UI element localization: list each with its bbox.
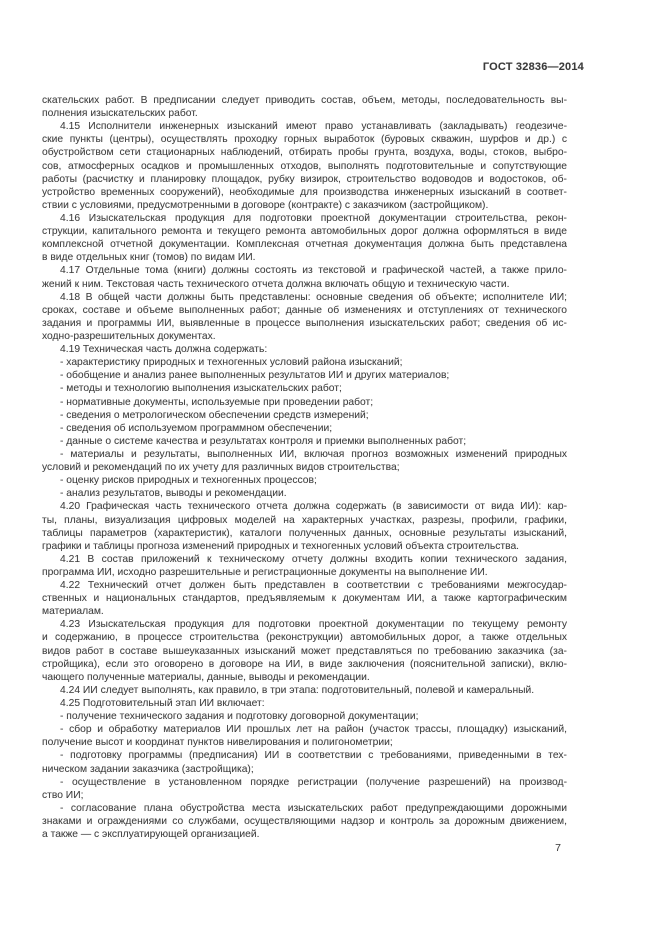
text-line: жений к ним. Текстовая часть технического отчета должна включать общую и техническую части. (42, 278, 510, 290)
text-line: - сбор и обработку материалов ИИ прошлых лет на район (участок трассы, площадку) изысканий, (60, 724, 567, 736)
text-line: устройство временных сооружений), необходимые для производства инженерных изысканий в соответ- (42, 186, 567, 198)
text-line: стройщика), если это оговорено в договоре на ИИ, в виде заключения (пояснительной записки), вклю- (42, 658, 567, 670)
text-line: - нормативные документы, используемые при проведении работ; (60, 396, 374, 408)
text-line: 4.23 Изыскательская продукция для подготовки проектной документации по текущему ремонту (60, 619, 567, 631)
text-line: таблицы параметров (характеристик), каталоги полученных данных, основные результаты изысканий, (42, 527, 567, 539)
text-line: струкции, капитального ремонта и текущего ремонта автомобильных дорог должна оформляться в виде (42, 226, 567, 238)
page-number: 7 (555, 842, 561, 854)
text-line: - обобщение и анализ ранее выполненных результатов ИИ и других материалов; (60, 370, 450, 382)
text-line: видов работ в составе вышеуказанных изысканий может представляться по требованию заказчика (за- (42, 645, 567, 657)
text-line: полнения изыскательских работ. (42, 108, 198, 120)
text-line: работы (расчистку и планировку площадок, рубку визирок, строительство водоводов и водостоков, об- (42, 173, 567, 185)
text-line: ты, планы, визуализация цифровых моделей на характерных участках, разрезы, профили, графики, (42, 514, 567, 526)
text-line: - анализ результатов, выводы и рекомендации. (60, 488, 287, 500)
text-line: ходно-разрешительных документах. (42, 330, 216, 342)
text-line: - материалы и результаты, выполненных ИИ, включая прогноз возможных изменений природных (60, 448, 567, 460)
text-line: 4.16 Изыскательская продукция для подготовки проектной документации строительства, рекон- (60, 212, 567, 224)
text-line: 4.25 Подготовительный этап ИИ включает: (60, 698, 265, 710)
text-line: - данные о системе качества и результатах контроля и приемки выполненных работ; (60, 435, 467, 447)
text-line: сов, атмосферных осадков и промышленных отходов, выполнять подготовительные и сопутствующие (42, 160, 567, 172)
text-line: знаками и ограждениями со службами, осуществляющими надзор и контроль за дорожным движением, (42, 816, 567, 828)
text-line: 4.22 Технический отчет должен быть представлен в соответствии с требованиями межгосудар- (60, 580, 567, 592)
text-line: 4.20 Графическая часть технического отчета должна содержать (в зависимости от вида ИИ): кар- (60, 501, 567, 513)
text-line: 4.18 В общей части должны быть представлены: основные сведения об объекте; исполнителе ИИ; (60, 291, 567, 303)
text-line: ствии с условиями, предусмотренными в договоре (контракте) с заказчиком (застройщиком). (42, 199, 489, 211)
text-line: 4.15 Исполнители инженерных изысканий имеют право устанавливать (закладывать) геодезиче- (60, 121, 567, 133)
text-line: 4.19 Техническая часть должна содержать: (60, 344, 268, 356)
text-line: сроках, составе и объеме выполненных работ; данные об изменениях и отступлениях от технического (42, 304, 567, 316)
text-line: - осуществление в установленном порядке регистрации (получение разрешений) на производ- (60, 776, 567, 788)
text-line: 4.17 Отдельные тома (книги) должны состоять из текстовой и графической частей, а также прило- (60, 265, 567, 277)
text-line: комплексной отчетной документации. Комплексная отчетная документация должна быть представлена (42, 239, 567, 251)
text-line: - подготовку программы (предписания) ИИ в соответствии с требованиями, приведенными в тех- (60, 750, 567, 762)
text-line: - оценку рисков природных и техногенных процессов; (60, 475, 317, 487)
document-header-code: ГОСТ 32836—2014 (482, 61, 584, 73)
text-line: а также — с эксплуатирующей организацией. (42, 829, 260, 841)
text-line: условий и рекомендаций по их учету для различных видов строительства; (42, 462, 400, 474)
text-line: - характеристику природных и техногенных условий района изысканий; (60, 357, 403, 369)
text-line: программа ИИ, исходно разрешительные и регистрационные документы на выполнение ИИ. (42, 566, 488, 578)
text-line: ские пункты (центры), осуществлять проходку горных выработок (буровых скважин, шурфов и др.) с (42, 134, 567, 146)
text-line: ническом задании заказчика (застройщика); (42, 763, 254, 775)
text-line: - методы и технологию выполнения изыскательских работ; (60, 383, 342, 395)
text-line: получение высот и координат пунктов нивелирования и полигонометрии; (42, 737, 393, 749)
text-line: - сведения об используемом программном обеспечении; (60, 422, 333, 434)
text-line: и содержанию, в процессе строительства (реконструкции) автомобильных дорог, а также отдельных (42, 632, 567, 644)
text-line: скательских работ. В предписании следует приводить состав, объем, методы, последовательность вы- (42, 95, 567, 106)
text-line: ственных и национальных стандартов, предъявляемым к документам ИИ, а также картографическим (42, 593, 567, 605)
text-line: 4.24 ИИ следует выполнять, как правило, в три этапа: подготовительный, полевой и камеральный. (60, 684, 535, 696)
text-line: задания и программы ИИ, выявленные в процессе выполнения изыскательских работ; сведения об ис- (42, 317, 567, 329)
text-line: в виде отдельных книг (томов) по видам ИИ. (42, 252, 256, 264)
text-line: 4.21 В состав приложений к техническому отчету должны входить копии технического задания, (60, 553, 567, 565)
text-line: графики и таблицы прогноза изменений природных и техногенных условий объекта строительства. (42, 540, 520, 552)
text-line: ство ИИ; (42, 789, 84, 801)
text-line: материалам. (42, 606, 104, 618)
document-body-text (42, 94, 567, 841)
text-line: - сведения о метрологическом обеспечении средств измерений; (60, 409, 369, 421)
text-line: - получение технического задания и подготовку договорной документации; (60, 711, 419, 723)
text-line: чающего полученные материалы, данные, выводы и рекомендации. (42, 671, 370, 683)
text-line: обустройством сети стационарных наблюдений, отбирать пробы грунта, воздуха, воды, стоков, выбро- (42, 147, 567, 159)
text-line: - согласование плана обустройства места изыскательских работ предупреждающими дорожными (60, 802, 567, 814)
